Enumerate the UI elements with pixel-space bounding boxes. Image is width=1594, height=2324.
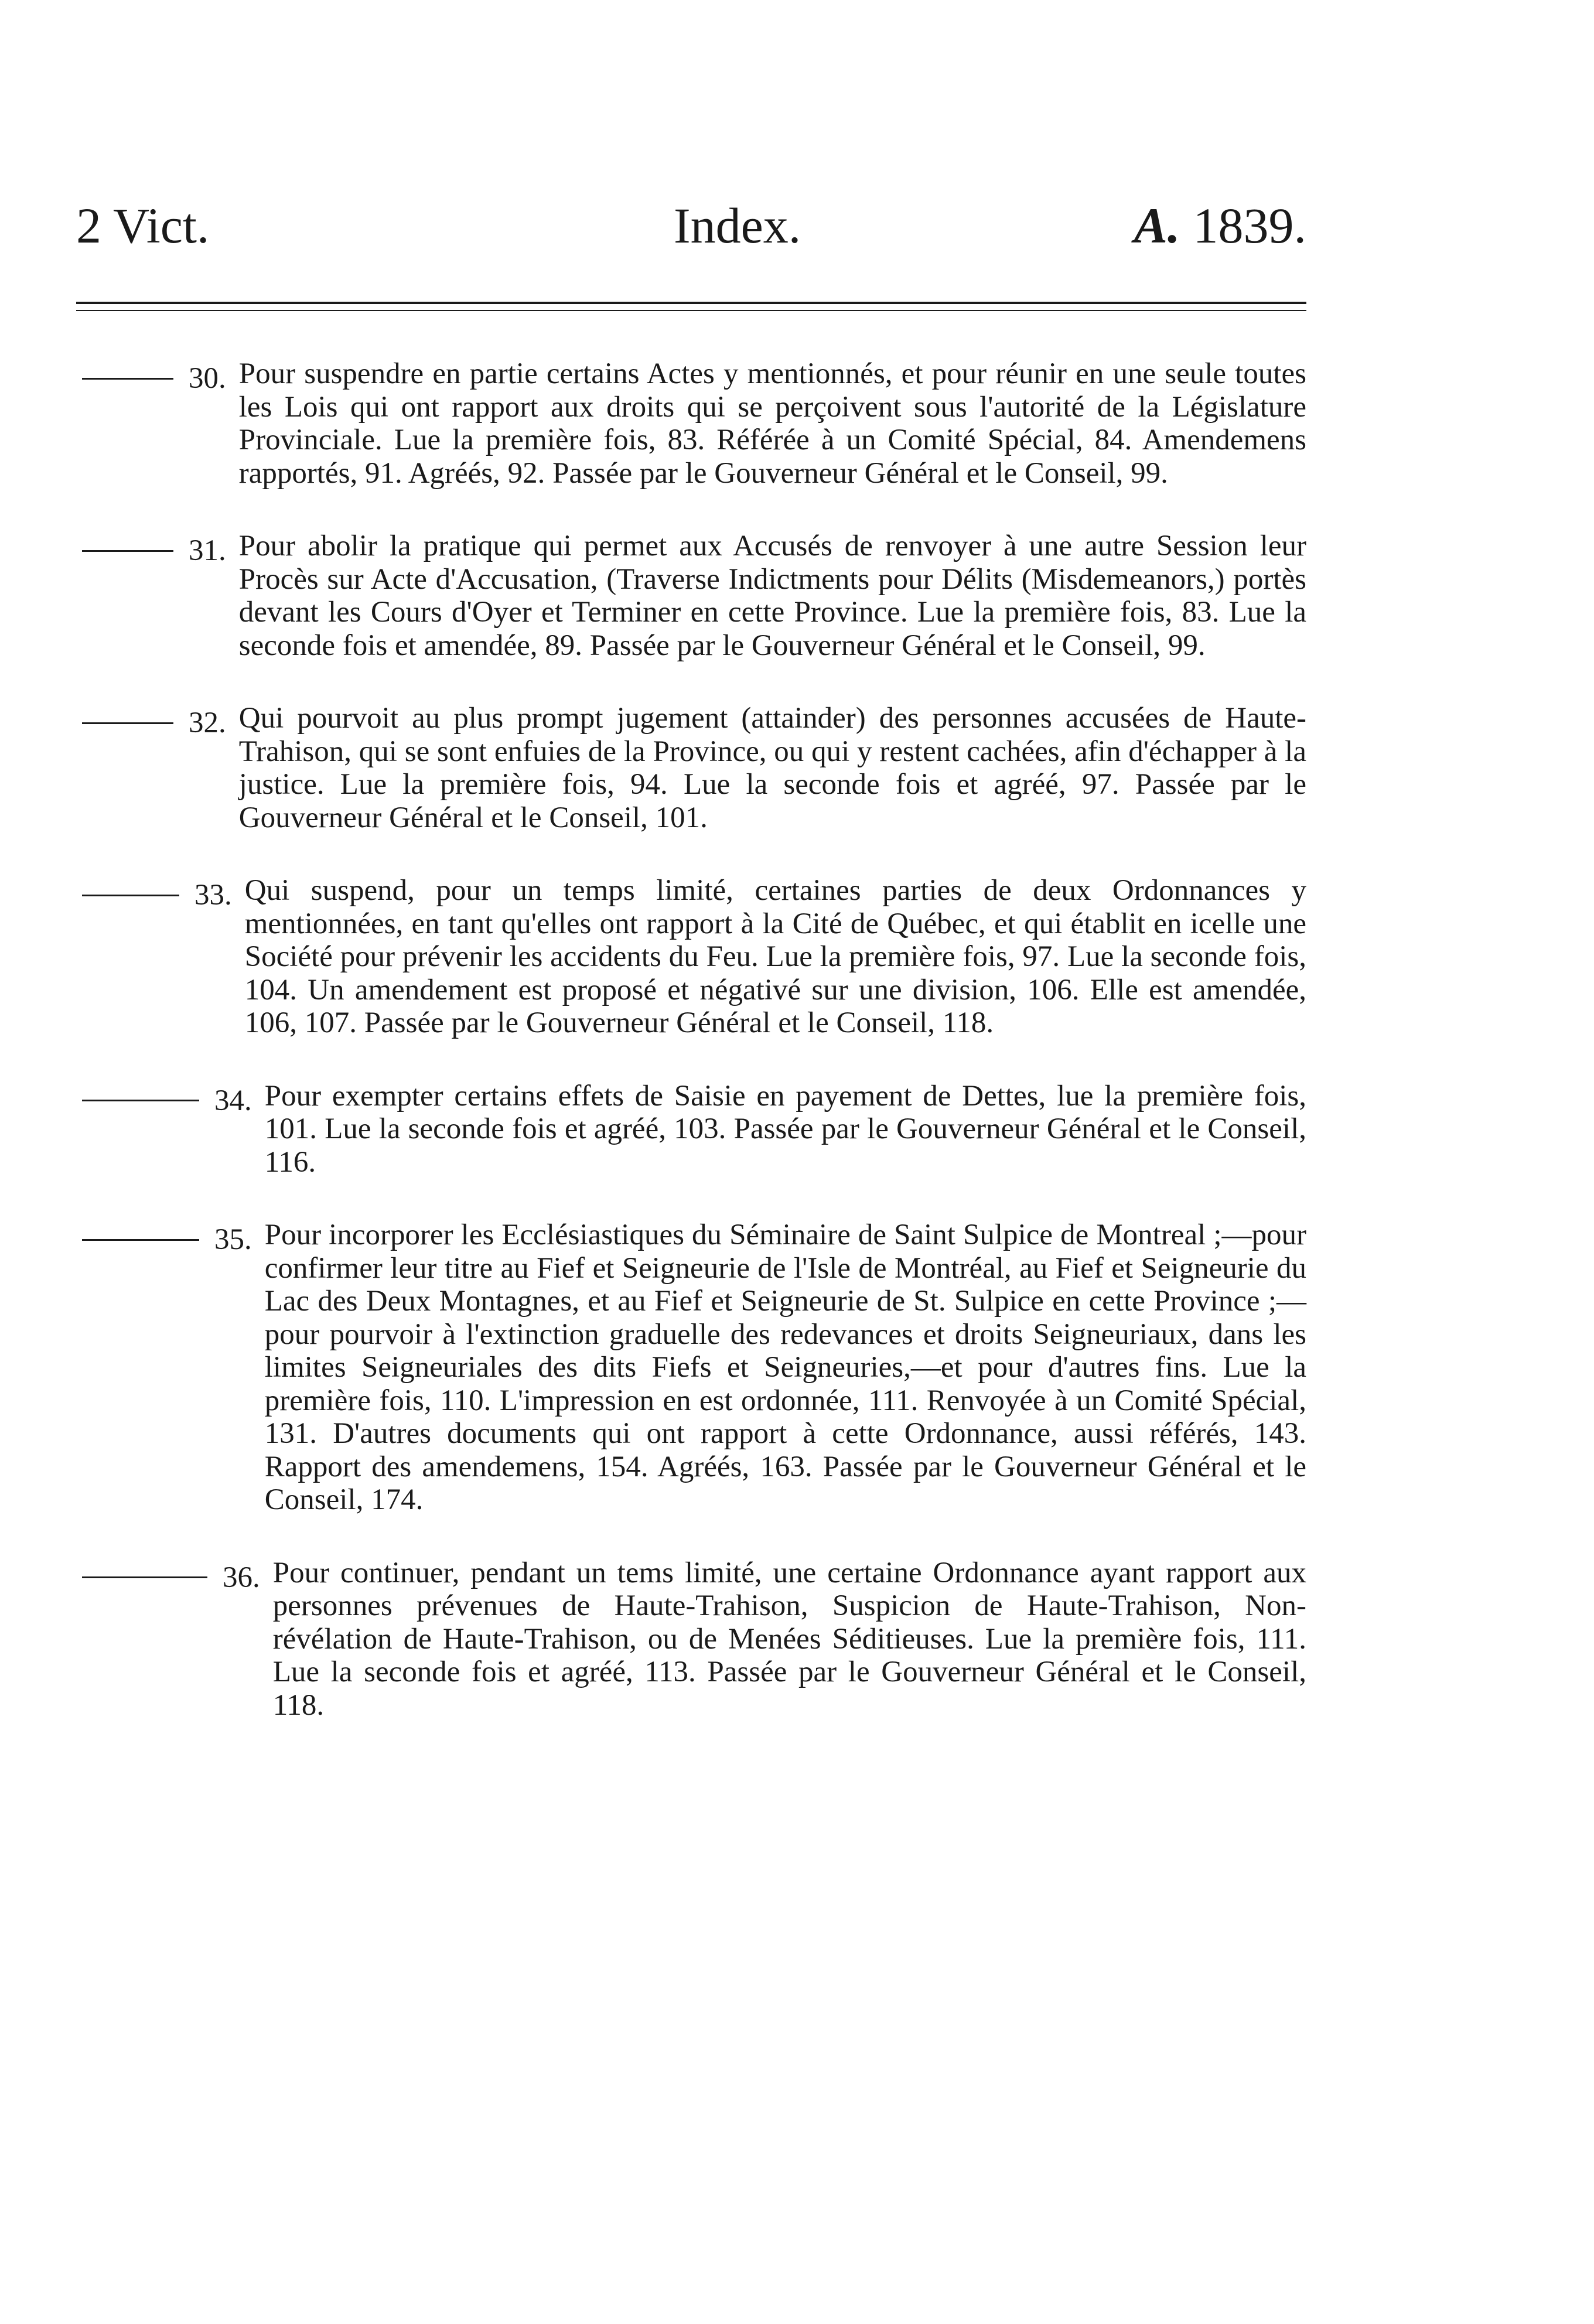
entry-lead <box>82 1084 265 1117</box>
header-rule-top <box>76 302 1306 304</box>
entry-lead <box>82 534 239 567</box>
entry-text: Qui suspend, pour un temps limité, certaines parties de deux Ordonnances y mentionnées, en tant qu'elles ont rapport à la Cité de Québec, et qui établit en icelle une Société pour prévenir les accidents du Feu. Lue la première fois, 97. Lue la seconde fois, 104. Un amendement est proposé et négativé sur une division, 106. Elle est amendée, 106, 107. Passée par le Gouverneur Général et le Conseil, 118. <box>244 874 1306 1039</box>
ditto-dash <box>82 1100 199 1101</box>
index-entry <box>82 874 1306 1040</box>
entry-number: 36. <box>223 1561 260 1594</box>
index-entry <box>82 702 1306 834</box>
ditto-dash <box>82 1239 199 1241</box>
entry-text: Qui pourvoit au plus prompt jugement (attainder) des personnes accusées de Haute-Trahison, qui se sont enfuies de la Province, ou qui y restent cachées, afin d'échapper à la justice. Lue la première fois, 94. Lue la seconde fois et agréé, 97. Passée par le Gouverneur Général et le Conseil, 101. <box>238 702 1306 834</box>
entry-number: 35. <box>214 1223 252 1256</box>
entry-text: Pour suspendre en partie certains Actes y mentionnés, et pour réunir en une seule toutes les Lois qui ont rapport aux droits qui se perçoivent sous l'autorité de la Législature Provinciale. Lue la première fois, 83. Référée à un Comité Spécial, 84. Amendemens rapportés, 91. Agréés, 92. Passée par le Gouverneur Général et le Conseil, 99. <box>238 357 1306 490</box>
ditto-dash <box>82 895 179 896</box>
ditto-dash <box>82 550 173 552</box>
ditto-dash <box>82 378 173 380</box>
series-year <box>1134 190 1306 261</box>
entry-lead <box>82 1561 273 1594</box>
index-entries <box>82 357 1306 1762</box>
entry-lead <box>82 707 239 739</box>
entry-lead <box>82 362 239 395</box>
entry-text: Pour exempter certains effets de Saisie en payement de Dettes, lue la première fois, 101. Lue la seconde fois et agréé, 103. Passée par le Gouverneur Général et le Conseil, 116. <box>264 1079 1306 1179</box>
entry-number: 34. <box>214 1084 252 1117</box>
entry-lead <box>82 879 245 912</box>
index-entry <box>82 1080 1306 1179</box>
ditto-dash <box>82 722 173 724</box>
entry-lead <box>82 1223 265 1256</box>
year: 1839. <box>1193 197 1306 254</box>
regnal-year: 2 Vict. <box>76 197 210 254</box>
index-entry <box>82 1557 1306 1722</box>
index-entry <box>82 1219 1306 1517</box>
entry-number: 32. <box>189 707 226 739</box>
entry-text: Pour abolir la pratique qui permet aux Accusés de renvoyer à une autre Session leur Procès sur Acte d'Accusation, (Traverse Indictments pour Délits (Misdemeanors,) portès devant les Cours d'Oyer et Terminer en cette Province. Lue la première fois, 83. Lue la seconde fois et amendée, 89. Passée par le Gouverneur Général et le Conseil, 99. <box>238 530 1306 662</box>
running-header <box>76 190 1306 261</box>
entry-text: Pour continuer, pendant un tems limité, une certaine Ordonnance ayant rapport aux personnes prévenues de Haute-Trahison, Suspicion de Haute-Trahison, Non-révélation de Haute-Trahison, ou de Menées Séditieuses. Lue la première fois, 111. Lue la seconde fois et agréé, 113. Passée par le Gouverneur Général et le Conseil, 118. <box>272 1556 1306 1722</box>
entry-number: 33. <box>194 879 232 912</box>
header-rule <box>76 302 1306 317</box>
section-title: Index. <box>674 197 801 254</box>
ditto-dash <box>82 1576 207 1578</box>
entry-text: Pour incorporer les Ecclésiastiques du Séminaire de Saint Sulpice de Montreal ;—pour confirmer leur titre au Fief et Seigneurie de l'Isle de Montréal, au Fief et Seigneurie du Lac des Deux Montagnes, et au Fief et Seigneurie de St. Sulpice en cette Province ;—pour pourvoir à l'extinction graduelle des redevances et droits Seigneuriaux, dans les limites Seigneuriales des dits Fiefs et Seigneuries,—et pour d'autres fins. Lue la première fois, 110. L'impression en est ordonnée, 111. Renvoyée à un Comité Spécial, 131. D'autres documents qui ont rapport à cette Ordonnance, aussi référés, 143. Rapport des amendemens, 154. Agréés, 163. Passée par le Gouverneur Général et le Conseil, 174. <box>264 1219 1306 1516</box>
header-rule-bottom <box>76 310 1306 311</box>
series-letter: A. <box>1134 197 1180 254</box>
index-entry <box>82 530 1306 662</box>
entry-number: 31. <box>189 534 226 567</box>
index-entry <box>82 357 1306 490</box>
entry-number: 30. <box>189 362 226 395</box>
